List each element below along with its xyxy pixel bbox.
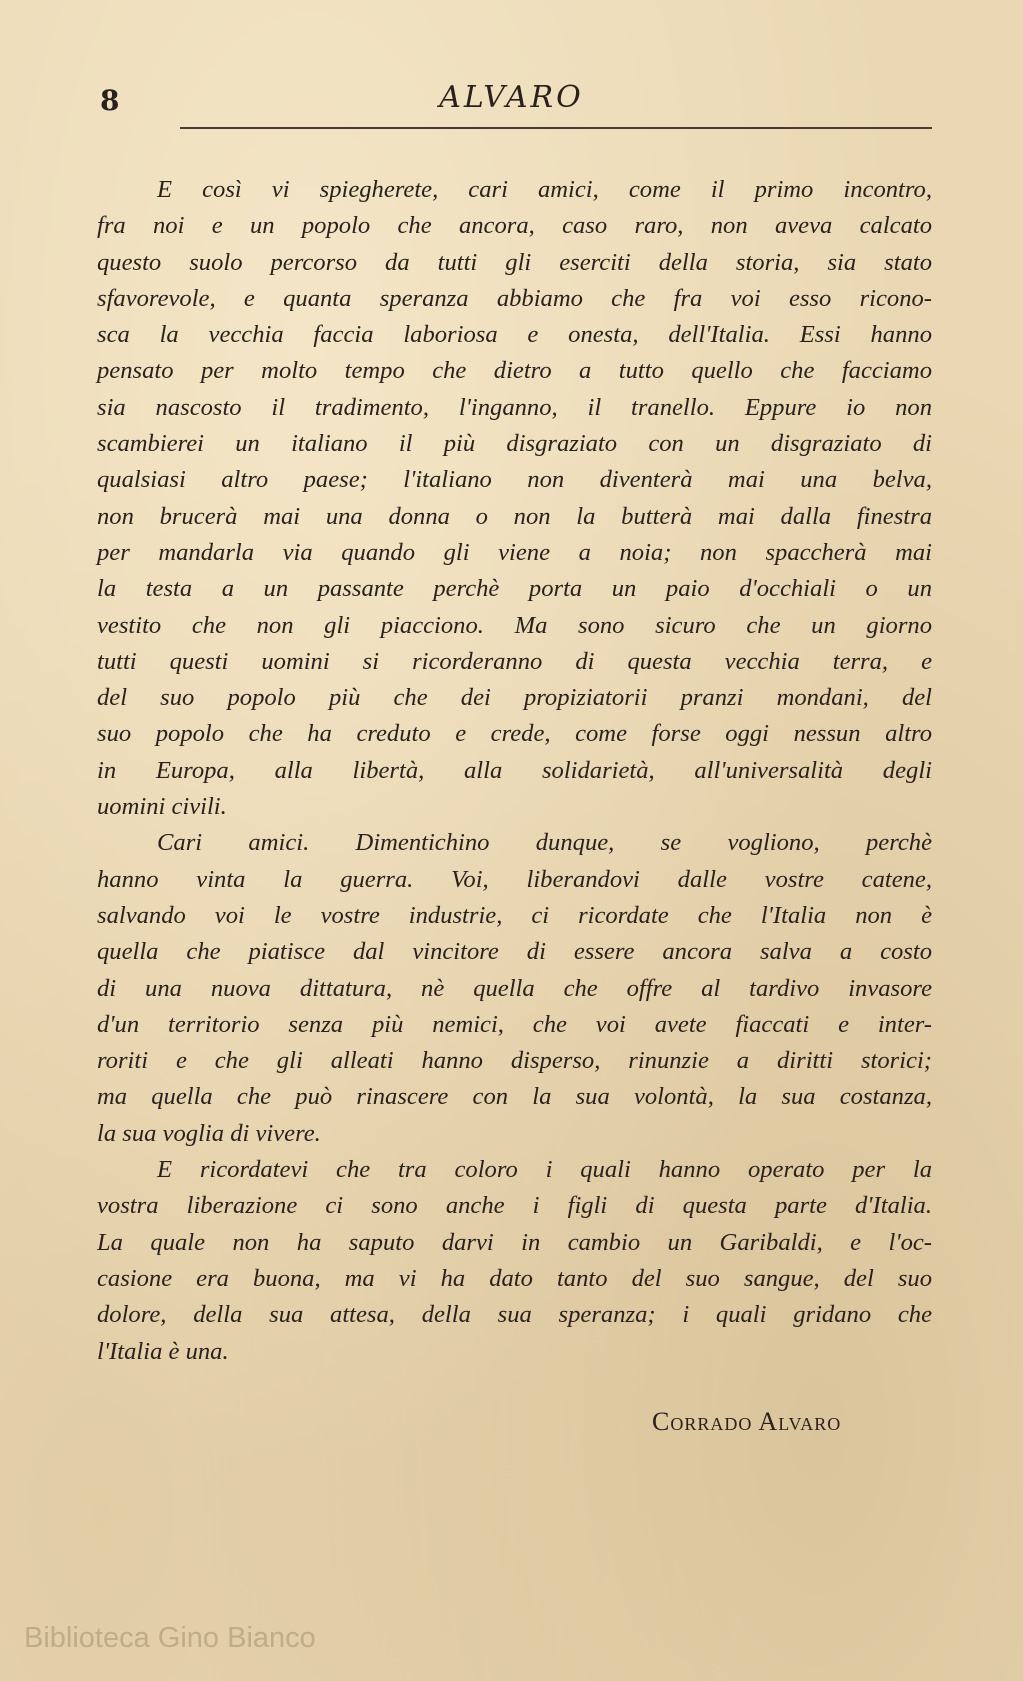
- text-line: del suo popolo più che dei propiziatorii pranzi mondani, del: [97, 684, 932, 712]
- text-line: suo popolo che ha creduto e crede, come forse oggi nessun altro: [97, 720, 932, 748]
- text-line: ma quella che può rinascere con la sua volontà, la sua costanza,: [97, 1083, 932, 1111]
- text-line: E ricordatevi che tra coloro i quali hanno operato per la: [157, 1156, 932, 1184]
- text-line: qualsiasi altro paese; l'italiano non diventerà mai una belva,: [97, 466, 932, 494]
- running-head: ALVARO: [439, 80, 584, 115]
- text-line: dolore, della sua attesa, della sua speranza; i quali gridano che: [97, 1301, 932, 1329]
- page-number: 8: [100, 84, 120, 117]
- text-line: in Europa, alla libertà, alla solidarietà, all'universalità degli: [97, 756, 932, 784]
- text-line: salvando voi le vostre industrie, ci ricordate che l'Italia non è: [97, 901, 932, 929]
- text-line: d'un territorio senza più nemici, che voi avete fiaccati e inter-: [97, 1010, 932, 1038]
- text-line: Cari amici. Dimentichino dunque, se vogliono, perchè: [157, 829, 932, 857]
- text-line: E così vi spiegherete, cari amici, come il primo incontro,: [157, 176, 932, 203]
- text-line: La quale non ha saputo darvi in cambio un Garibaldi, e l'oc-: [97, 1228, 932, 1256]
- text-line: fra noi e un popolo che ancora, caso raro, non aveva calcato: [97, 212, 932, 240]
- body-text: [97, 172, 932, 1370]
- text-line: pensato per molto tempo che dietro a tutto quello che facciamo: [97, 357, 932, 385]
- text-line: scambierei un italiano il più disgraziato con un disgraziato di: [97, 430, 932, 458]
- text-line: per mandarla via quando gli viene a noia; non spaccherà mai: [97, 538, 932, 566]
- paragraph-3: [97, 1152, 932, 1370]
- text-line: tutti questi uomini si ricorderanno di questa vecchia terra, e: [97, 647, 932, 675]
- text-line: sia nascosto il tradimento, l'inganno, il tranello. Eppure io non: [97, 393, 932, 421]
- header-rule: [180, 127, 932, 129]
- text-line: vostra liberazione ci sono anche i figli di questa parte d'Italia.: [97, 1192, 932, 1220]
- text-line: sca la vecchia faccia laboriosa e onesta, dell'Italia. Essi hanno: [97, 321, 932, 349]
- text-line: uomini civili.: [97, 793, 227, 821]
- author-signature: Corrado Alvaro: [652, 1407, 842, 1436]
- text-line: vestito che non gli piacciono. Ma sono sicuro che un giorno: [97, 611, 932, 639]
- paragraph-2: [97, 825, 932, 1152]
- text-line: quella che piatisce dal vincitore di essere ancora salva a costo: [97, 938, 932, 966]
- text-line: sfavorevole, e quanta speranza abbiamo che fra voi esso ricono-: [97, 284, 932, 312]
- text-line: di una nuova dittatura, nè quella che offre al tardivo invasore: [97, 974, 932, 1002]
- text-line: la testa a un passante perchè porta un paio d'occhiali o un: [97, 575, 932, 603]
- text-line: questo suolo percorso da tutti gli eserciti della storia, sia stato: [97, 248, 932, 276]
- paragraph-1: [97, 172, 932, 825]
- text-line: casione era buona, ma vi ha dato tanto del suo sangue, del suo: [97, 1264, 932, 1292]
- text-line: hanno vinta la guerra. Voi, liberandovi dalle vostre catene,: [97, 865, 932, 893]
- text-line: la sua voglia di vivere.: [97, 1119, 321, 1147]
- text-line: non brucerà mai una donna o non la butterà mai dalla finestra: [97, 502, 932, 530]
- library-watermark: Biblioteca Gino Bianco: [24, 1622, 316, 1654]
- text-line: roriti e che gli alleati hanno disperso, rinunzie a diritti storici;: [97, 1047, 932, 1075]
- text-line: l'Italia è una.: [97, 1337, 229, 1365]
